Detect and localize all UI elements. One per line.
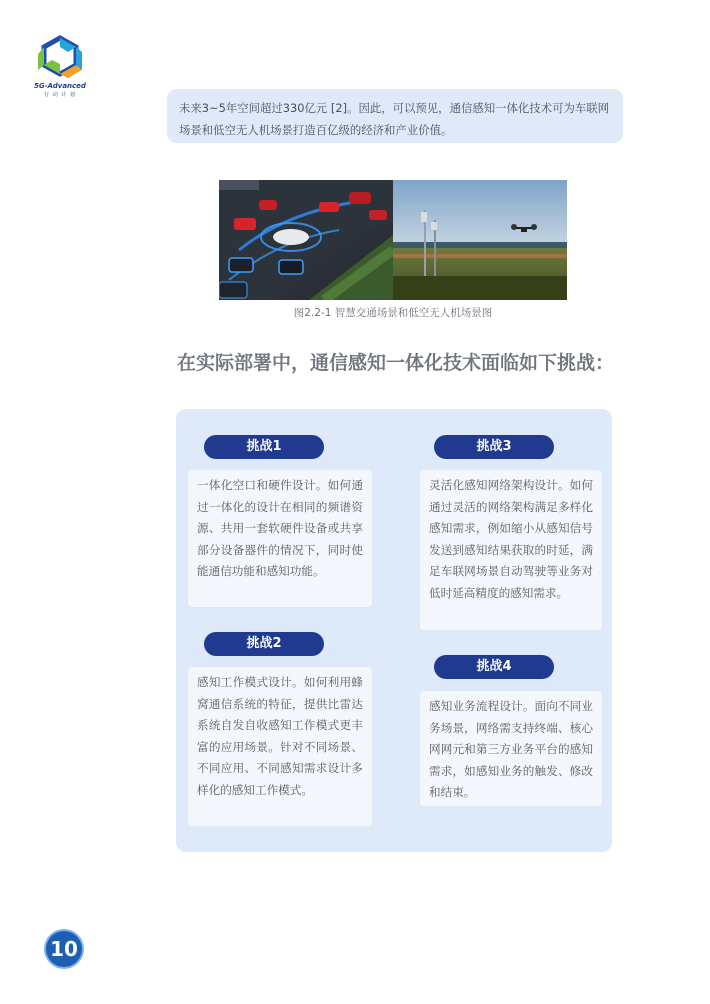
section-title: 在实际部署中，通信感知一体化技术面临如下挑战： xyxy=(177,352,615,374)
challenge-2-card: 感知工作模式设计。如何利用蜂窝通信系统的特征，提供比雷达系统自发自收感知工作模式更丰富的应用场景。针对不同场景、不同应用、不同感知需求设计多样化的感知工作模式。 xyxy=(188,667,372,826)
logo-subtitle: 行 动 计 划 xyxy=(44,92,76,98)
figure-caption: 图2.2-1 智慧交通场景和低空无人机场景图 xyxy=(293,307,493,319)
intro-paragraph: 未来3~5年空间超过330亿元 [2]。因此，可以预见，通信感知一体化技术可为车联网场景和低空无人机场景打造百亿级的经济和产业价值。 xyxy=(167,89,623,143)
challenge-4-label: 挑战4 xyxy=(434,655,554,679)
traffic-scene xyxy=(219,180,393,300)
logo-title: 5G-Advanced xyxy=(34,82,86,90)
challenges-panel xyxy=(176,409,612,852)
challenge-1-card: 一体化空口和硬件设计。如何通过一体化的设计在相同的频谱资源、共用一套软硬件设备或共享部分设备器件的情况下，同时使能通信功能和感知功能。 xyxy=(188,470,372,607)
challenge-1-label: 挑战1 xyxy=(204,435,324,459)
scene-figure xyxy=(219,180,567,300)
drone-scene xyxy=(393,180,567,300)
challenge-3-label: 挑战3 xyxy=(434,435,554,459)
challenge-3-card: 灵活化感知网络架构设计。如何通过灵活的网络架构满足多样化感知需求，例如缩小从感知信号发送到感知结果获取的时延，满足车联网场景自动驾驶等业务对低时延高精度的感知需求。 xyxy=(420,470,602,630)
page-number: 10 xyxy=(46,931,82,967)
challenge-2-label: 挑战2 xyxy=(204,632,324,656)
logo xyxy=(30,34,90,104)
scene-image xyxy=(219,180,567,300)
challenge-4-card: 感知业务流程设计。面向不同业务场景，网络需支持终端、核心网网元和第三方业务平台的感知需求，如感知业务的触发、修改和结束。 xyxy=(420,691,602,806)
logo-mark-icon xyxy=(30,34,90,82)
